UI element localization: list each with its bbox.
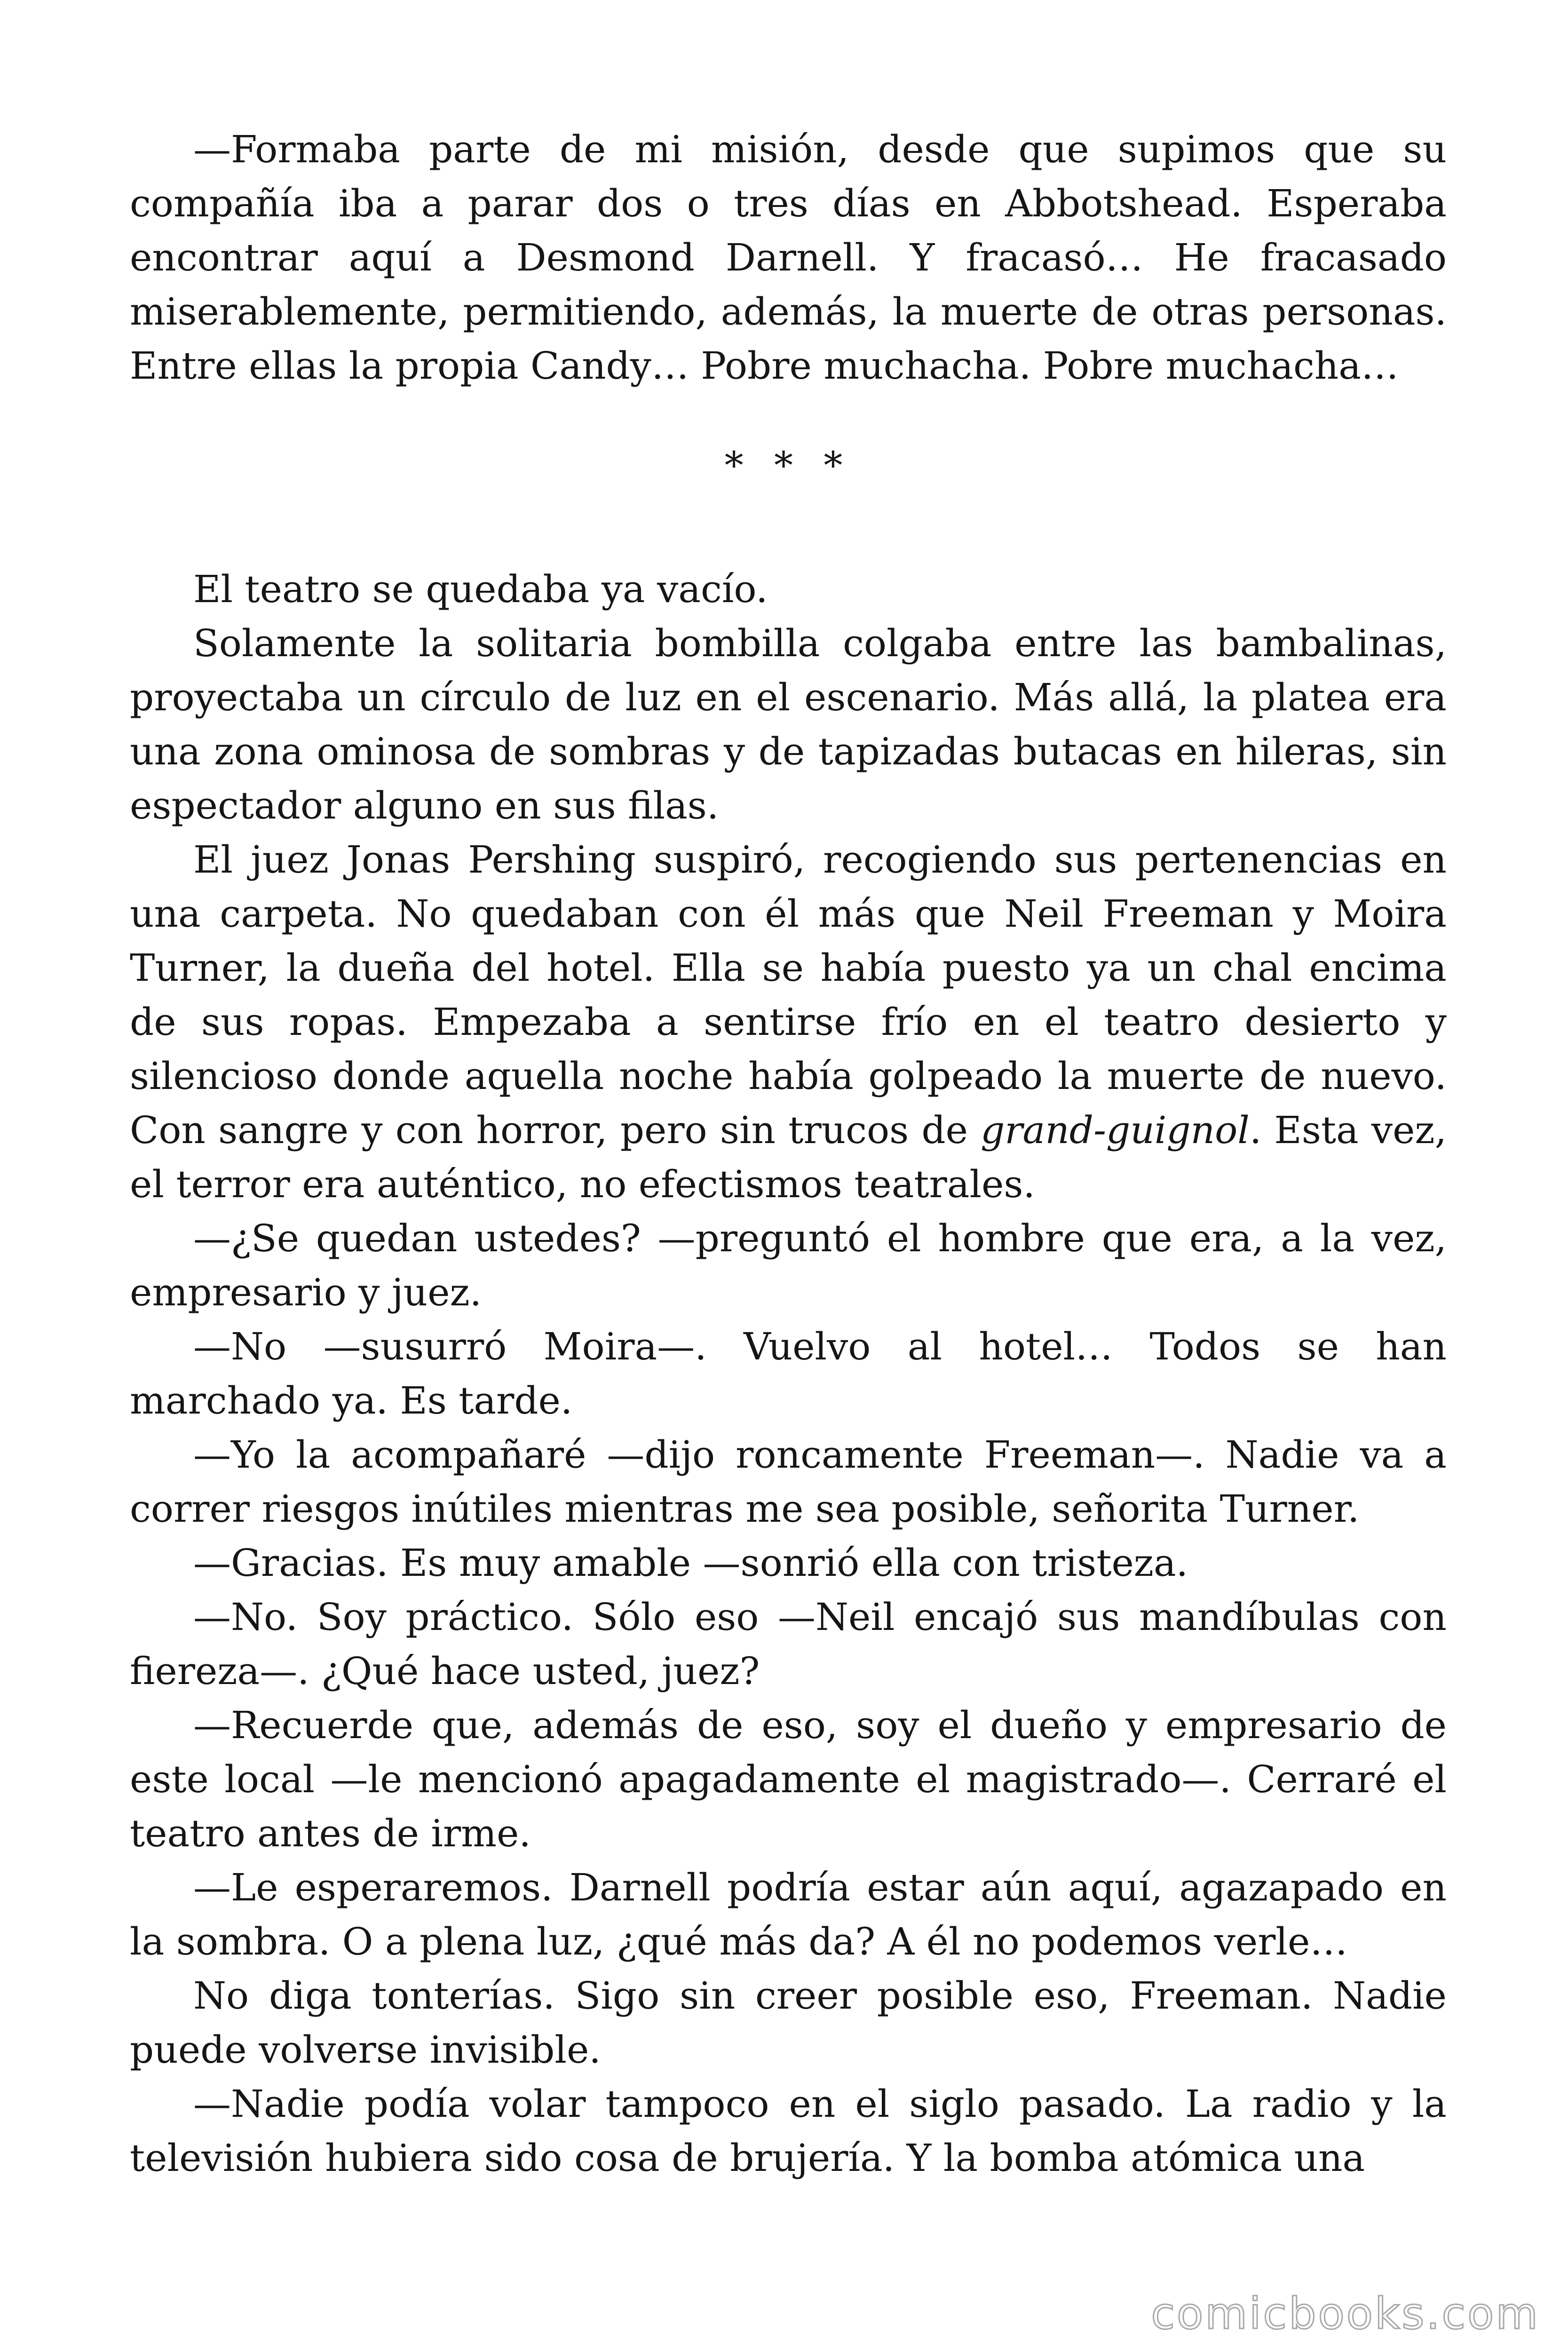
paragraph: —Le esperaremos. Darnell podría estar aún aquí, agazapado en la sombra. O a plena luz, ¿qué más da? A él no podemos verle… bbox=[130, 1866, 1447, 1963]
watermark-logo: comicbooks.com bbox=[1151, 2288, 1540, 2339]
paragraph: —Nadie podía volar tampoco en el siglo pasado. La radio y la televisión hubiera sido cosa de brujería. Y la bomba atómica una bbox=[130, 2082, 1447, 2180]
section-separator: * * * bbox=[724, 444, 852, 487]
paragraph: —¿Se quedan ustedes? —preguntó el hombre que era, a la vez, empresario y juez. bbox=[130, 1216, 1447, 1314]
paragraph: —Gracias. Es muy amable —sonrió ella con tristeza. bbox=[193, 1541, 1188, 1585]
paragraph: —Yo la acompañaré —dijo roncamente Freeman—. Nadie va a correr riesgos inútiles mientras me sea posible, señorita Turner. bbox=[130, 1433, 1447, 1531]
paragraph: —No. Soy práctico. Sólo eso —Neil encajó sus mandíbulas con fiereza—. ¿Qué hace usted, juez? bbox=[130, 1595, 1447, 1693]
page-body bbox=[130, 122, 1447, 2185]
paragraph: Solamente la solitaria bombilla colgaba entre las bambalinas, proyectaba un círculo de luz en el escenario. Más allá, la platea era una zona ominosa de sombras y de tapizadas butacas en hileras, sin espectador alguno en sus filas. bbox=[130, 621, 1447, 827]
paragraph-opening: —Formaba parte de mi misión, desde que supimos que su compañía iba a parar dos o tres días en Abbotshead. Esperaba encontrar aquí a Desmond Darnell. Y fracasó… He fracasado miserablemente, permitiendo, además, la muerte de otras personas. Entre ellas la propia Candy… Pobre muchacha. Pobre muchacha… bbox=[130, 127, 1447, 388]
paragraph: —Recuerde que, además de eso, soy el dueño y empresario de este local —le mencionó apagadamente el magistrado—. Cerraré el teatro antes de irme. bbox=[130, 1703, 1447, 1855]
paragraph-with-italic bbox=[130, 833, 1447, 1211]
paragraph: —No —susurró Moira—. Vuelvo al hotel… Todos se han marchado ya. Es tarde. bbox=[130, 1325, 1447, 1422]
paragraph-text: . Esta vez, el terror era auténtico, no efectismos teatrales. bbox=[130, 1108, 1447, 1206]
paragraph-text: El juez Jonas Pershing suspiró, recogiendo sus pertenencias en una carpeta. No quedaban con él más que Neil Freeman y Moira Turner, la dueña del hotel. Ella se había puesto ya un chal encima de sus ropas. Empezaba a sentirse frío en el teatro desierto y silencioso donde aquella noche había golpeado la muerte de nuevo. Con sangre y con horror, pero sin trucos de bbox=[130, 838, 1447, 1152]
italic-term: grand-guignol bbox=[981, 1108, 1250, 1152]
paragraph: El teatro se quedaba ya vacío. bbox=[193, 567, 768, 611]
paragraph: No diga tonterías. Sigo sin creer posible eso, Freeman. Nadie puede volverse invisible. bbox=[130, 1974, 1447, 2072]
